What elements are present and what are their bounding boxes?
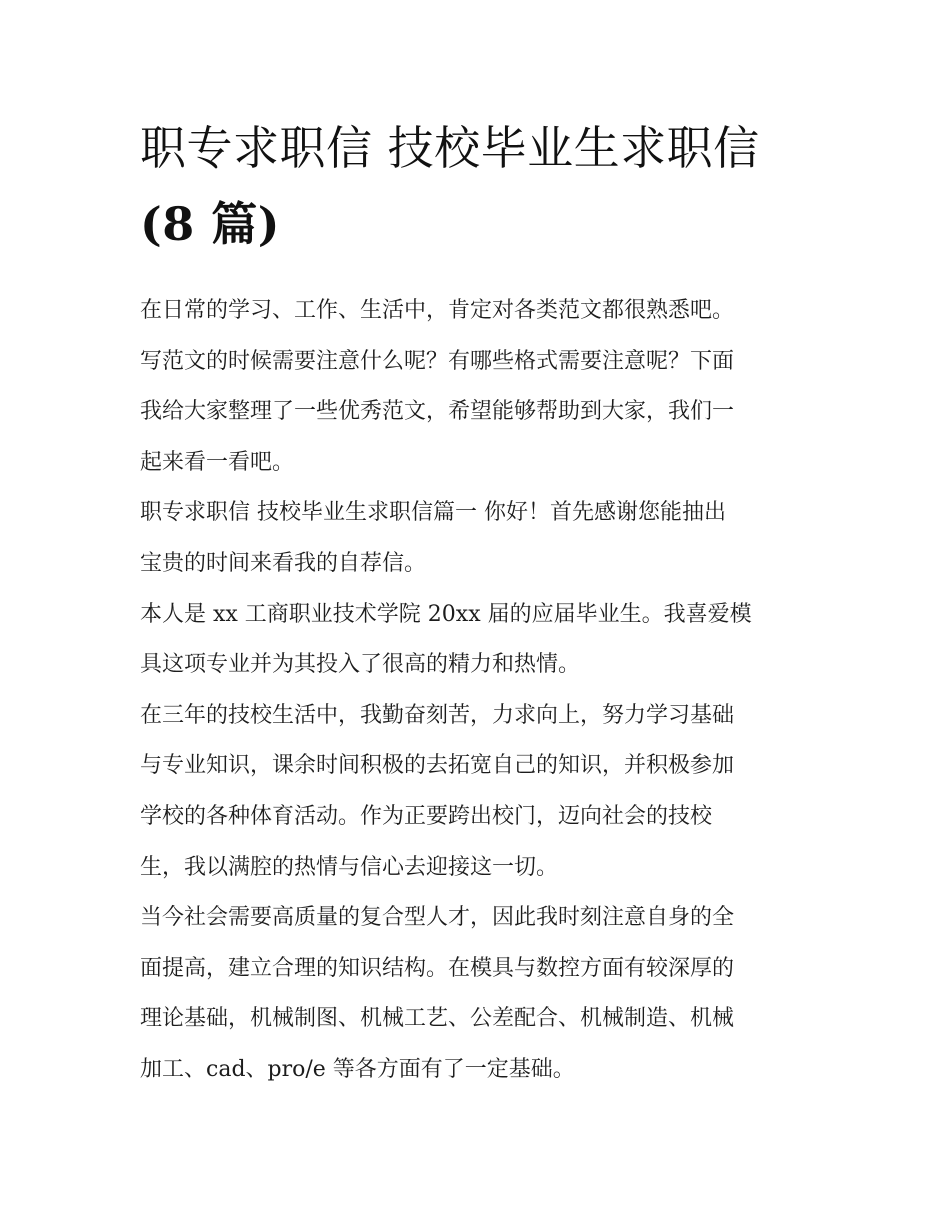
text-line: 宝贵的时间来看我的自荐信。 <box>140 550 427 576</box>
text-line: 在三年的技校生活中，我勤奋刻苦，力求向上，努力学习基础 <box>140 702 735 728</box>
paragraph-intro <box>140 286 812 488</box>
document-title <box>140 110 812 262</box>
text-line: 当今社会需要高质量的复合型人才，因此我时刻注意自身的全 <box>140 905 735 931</box>
title-line-2: (8 篇) <box>140 197 281 251</box>
text-line: 写范文的时候需要注意什么呢？有哪些格式需要注意呢？下面 <box>140 348 735 374</box>
document-page <box>140 110 812 1096</box>
text-line: 具这项专业并为其投入了很高的精力和热情。 <box>140 652 581 678</box>
text-line: 学校的各种体育活动。作为正要跨出校门，迈向社会的技校 <box>140 803 713 829</box>
paragraph-self-intro <box>140 590 812 691</box>
text-line: 加工、cad、pro/e 等各方面有了一定基础。 <box>140 1056 575 1082</box>
title-line-1: 职专求职信 技校毕业生求职信 <box>140 121 760 175</box>
text-line: 面提高，建立合理的知识结构。在模具与数控方面有较深厚的 <box>140 955 735 981</box>
document-body <box>140 286 812 1096</box>
text-line: 起来看一看吧。 <box>140 449 295 475</box>
text-line: 职专求职信 技校毕业生求职信篇一 你好！首先感谢您能抽出 <box>140 500 726 526</box>
text-line: 生，我以满腔的热情与信心去迎接这一切。 <box>140 854 559 880</box>
text-line: 理论基础，机械制图、机械工艺、公差配合、机械制造、机械 <box>140 1006 735 1032</box>
text-line: 与专业知识，课余时间积极的去拓宽自己的知识，并积极参加 <box>140 753 735 779</box>
text-line: 本人是 xx 工商职业技术学院 20xx 届的应届毕业生。我喜爱模 <box>140 601 752 627</box>
paragraph-greeting <box>140 488 812 589</box>
paragraph-skills <box>140 893 812 1095</box>
text-line: 在日常的学习、工作、生活中，肯定对各类范文都很熟悉吧。 <box>140 298 735 323</box>
paragraph-school-life <box>140 691 812 893</box>
text-line: 我给大家整理了一些优秀范文，希望能够帮助到大家，我们一 <box>140 399 735 425</box>
